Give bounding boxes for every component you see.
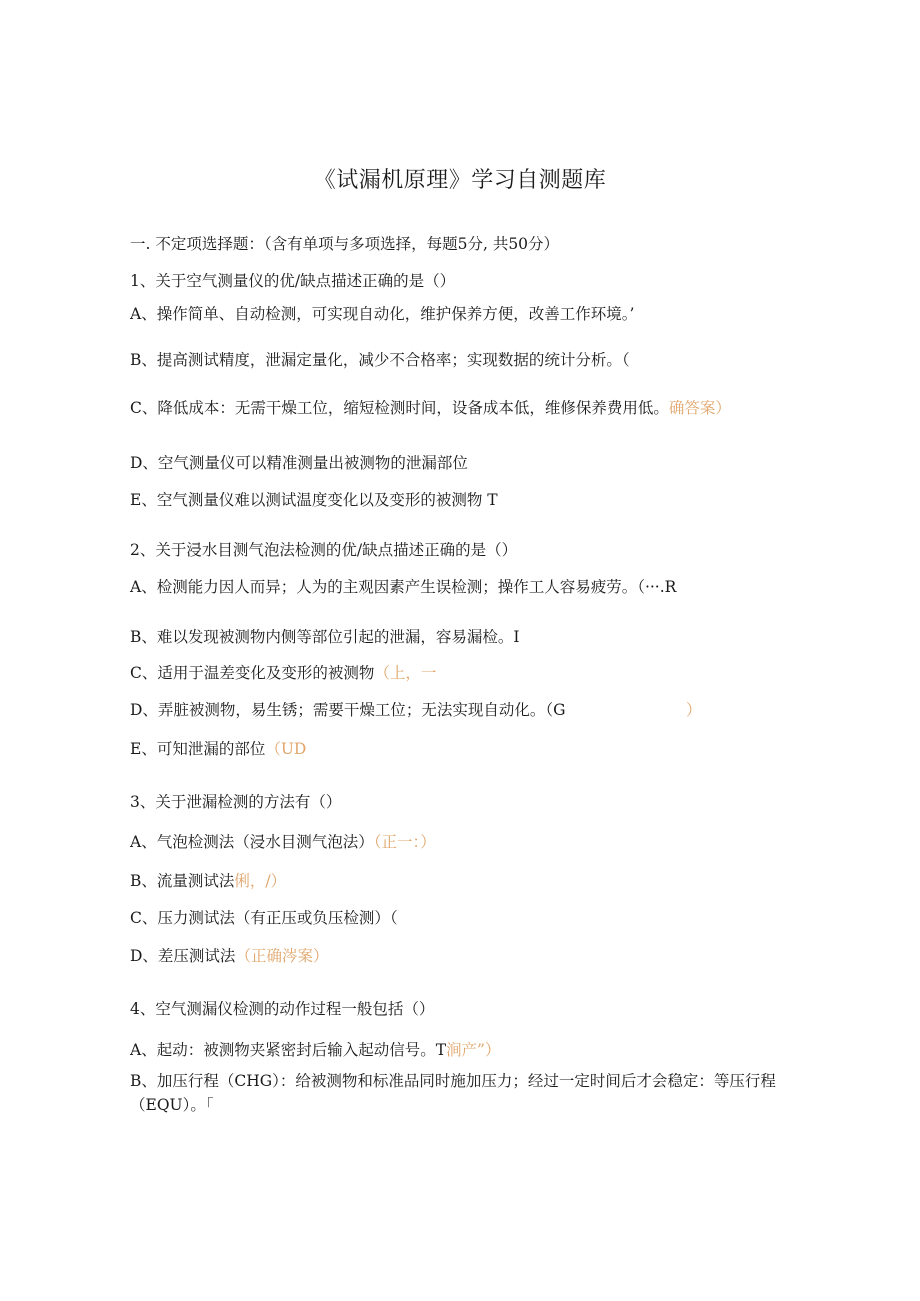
question-1-option-b: B、提高测试精度，泄漏定量化，减少不合格率；实现数据的统计分析。（ — [130, 351, 630, 369]
question-1-stem: 1、关于空气测量仪的优/缺点描述正确的是（） — [130, 272, 456, 290]
question-4-option-b: B、加压行程（CHG）：给被测物和标准品同时施加压力；经过一定时间后才会稳定：等压行程（EQU）。「 — [130, 1072, 776, 1114]
question-3-option-c: C、压力测试法（有正压或负压检测）（ — [130, 909, 398, 927]
option-text: C、降低成本：无需干燥工位，缩短检测时间，设备成本低，维修保养费用低。 — [130, 399, 669, 417]
question-4-stem: 4、空气测漏仪检测的动作过程一般包括（） — [130, 1000, 435, 1018]
answer-mark: （上，一 — [374, 664, 437, 682]
answer-mark: （UD — [265, 740, 307, 758]
question-2-option-b: B、难以发现被测物内侧等部位引起的泄漏，容易漏检。I — [130, 628, 520, 646]
option-text: D、差压测试法 — [130, 947, 236, 965]
question-1-option-c — [130, 396, 760, 420]
question-3-option-d — [130, 944, 790, 968]
option-text: E、可知泄漏的部位 — [130, 740, 266, 758]
option-text: D、弄脏被测物，易生锈；需要干燥工位；无法实现自动化。（G — [130, 701, 566, 719]
question-2-stem: 2、关于浸水目测气泡法检测的优/缺点描述正确的是（） — [130, 541, 518, 559]
document-title: 《试漏机原理》学习自测题库 — [313, 168, 607, 193]
question-2-option-d — [130, 698, 790, 722]
answer-mark: （正一：） — [373, 833, 436, 851]
question-2-option-a: A、检测能力因人而异；人为的主观因素产生误检测；操作工人容易疲劳。（···.R — [130, 578, 677, 596]
question-3-option-a — [130, 830, 790, 854]
answer-mark: 俐，/） — [234, 872, 287, 890]
section-heading: 一. 不定项选择题：（含有单项与多项选择，每题5分, 共50分） — [130, 235, 560, 253]
question-2-option-e — [130, 737, 790, 761]
question-2-option-c — [130, 661, 790, 685]
question-1-option-a: A、操作简单、自动检测，可实现自动化，维护保养方便，改善工作环境。’ — [130, 305, 635, 323]
option-text: A、气泡检测法（浸水目测气泡法） — [130, 833, 374, 851]
question-1-option-e: E、空气测量仪难以测试温度变化以及变形的被测物 T — [130, 491, 498, 509]
answer-mark: （正确涔案） — [235, 947, 329, 965]
question-3-option-b — [130, 869, 790, 893]
question-4-option-a — [130, 1038, 790, 1062]
answer-mark: 确答案） — [668, 399, 731, 417]
question-3-stem: 3、关于泄漏检测的方法有（） — [130, 793, 342, 811]
answer-mark: ） — [686, 701, 702, 719]
option-text: A、起动：被测物夹紧密封后输入起动信号。T — [130, 1041, 447, 1059]
question-1-option-d: D、空气测量仪可以精准测量出被测物的泄漏部位 — [130, 454, 468, 472]
answer-mark: 涧产”） — [446, 1041, 501, 1059]
option-text: C、适用于温差变化及变形的被测物 — [130, 664, 375, 682]
option-text: B、流量测试法 — [130, 872, 235, 890]
